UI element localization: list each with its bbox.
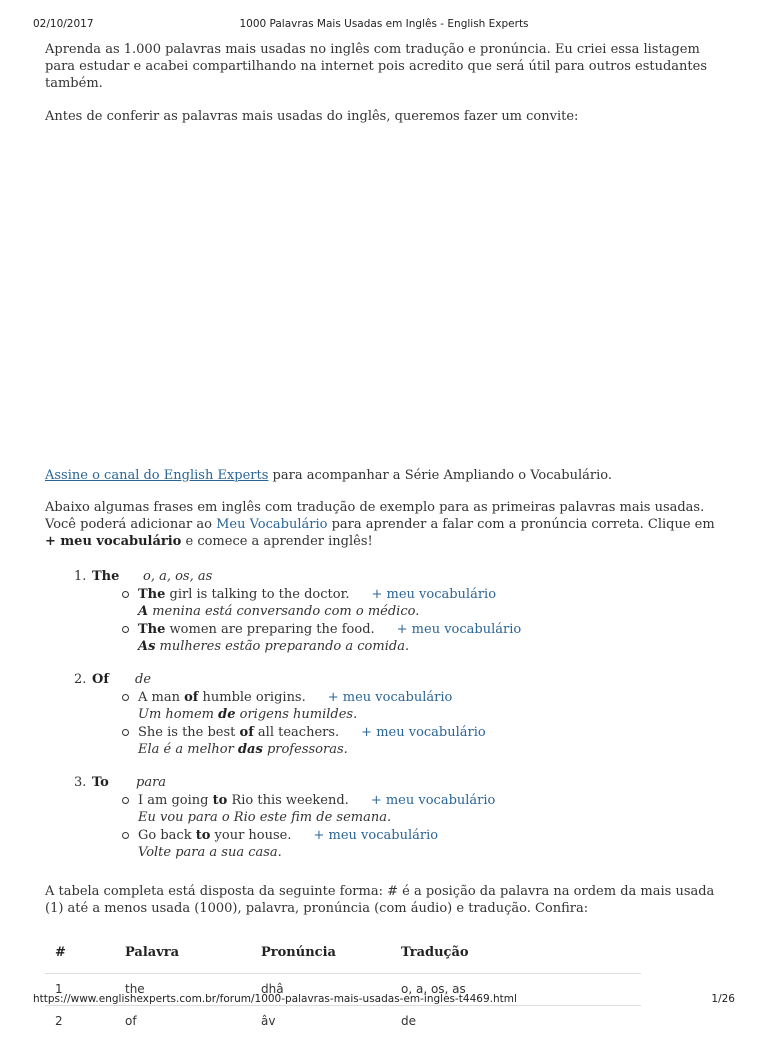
print-title: 1000 Palavras Mais Usadas em Inglês - English Experts — [0, 18, 768, 30]
item-word: Of — [92, 671, 109, 688]
example: I am going to Rio this weekend. + meu vocabulário Eu vou para o Rio este fim de semana. — [45, 792, 725, 826]
example: A man of humble origins. + meu vocabulário Um homem de origens humildes. — [45, 689, 725, 723]
list-item — [45, 568, 725, 655]
list-item — [45, 671, 725, 758]
table-row — [45, 1006, 641, 1037]
examples-intro-bold: + meu vocabulário — [45, 534, 181, 549]
table-intro-paragraph: A tabela completa está disposta da seguinte forma: # é a posição da palavra na ordem da mais usada (1) até a menos usada (1000), palavra, pronúncia (com áudio) e tradução. Confira: — [45, 883, 725, 917]
subscribe-paragraph — [45, 467, 725, 484]
add-vocabulary-link[interactable]: + meu vocabulário — [371, 587, 496, 602]
circle-bullet-icon — [122, 797, 129, 804]
table-cell: 2 — [45, 1006, 115, 1037]
item-translation: o, a, os, as — [143, 568, 212, 585]
examples-intro-text-a: Abaixo algumas frases em inglês com tradução de exemplo para as primeiras palavras mais usadas. Você poderá adicionar ao — [45, 500, 704, 532]
example: The girl is talking to the doctor. + meu vocabulário A menina está conversando com o médico. — [45, 586, 725, 620]
add-vocabulary-link[interactable]: + meu vocabulário — [371, 793, 496, 808]
add-vocabulary-link[interactable]: + meu vocabulário — [328, 690, 453, 705]
word-list — [45, 568, 725, 861]
table-cell: 1 — [45, 974, 115, 1006]
item-number: 3. — [74, 774, 86, 791]
examples-intro-text-c: e comece a aprender inglês! — [181, 534, 372, 549]
add-vocabulary-link[interactable]: + meu vocabulário — [361, 725, 486, 740]
examples-intro-paragraph — [45, 499, 725, 550]
example: Go back to your house. + meu vocabulário Volte para a sua casa. — [45, 827, 725, 861]
circle-bullet-icon — [122, 694, 129, 701]
print-date: 02/10/2017 — [33, 18, 94, 30]
examples-intro-text-b: para aprender a falar com a pronúncia correta. Clique em — [327, 517, 714, 532]
col-header: Tradução — [391, 936, 641, 974]
table-cell: dhâ — [251, 974, 391, 1006]
circle-bullet-icon — [122, 832, 129, 839]
circle-bullet-icon — [122, 591, 129, 598]
print-header — [0, 18, 768, 32]
table-cell: de — [391, 1006, 641, 1037]
circle-bullet-icon — [122, 626, 129, 633]
list-item — [45, 774, 725, 861]
subscribe-link[interactable]: Assine o canal do English Experts — [45, 468, 268, 483]
circle-bullet-icon — [122, 729, 129, 736]
embedded-video-placeholder — [45, 125, 725, 467]
example: She is the best of all teachers. + meu vocabulário Ela é a melhor das professoras. — [45, 724, 725, 758]
words-table — [45, 936, 641, 1037]
print-footer — [0, 993, 768, 1007]
item-translation: de — [135, 671, 151, 688]
table-header-row — [45, 936, 641, 974]
table-cell: the — [115, 974, 251, 1006]
item-word: The — [92, 568, 119, 585]
col-header: Pronúncia — [251, 936, 391, 974]
intro-paragraph: Aprenda as 1.000 palavras mais usadas no inglês com tradução e pronúncia. Eu criei essa listagem para estudar e acabei compartilhando na internet pois acredito que será útil para outros estudantes também. — [45, 41, 725, 92]
table-cell: âv — [251, 1006, 391, 1037]
article-body — [45, 41, 725, 1037]
col-header: # — [45, 936, 115, 974]
table-cell: o, a, os, as — [391, 974, 641, 1006]
add-vocabulary-link[interactable]: + meu vocabulário — [314, 828, 439, 843]
subscribe-text: para acompanhar a Série Ampliando o Vocabulário. — [268, 468, 612, 483]
invite-paragraph: Antes de conferir as palavras mais usadas do inglês, queremos fazer um convite: — [45, 108, 725, 125]
item-translation: para — [136, 774, 166, 791]
meu-vocabulario-link[interactable]: Meu Vocabulário — [216, 517, 327, 532]
page-number: 1/26 — [711, 993, 735, 1005]
example: The women are preparing the food. + meu vocabulário As mulheres estão preparando a comida. — [45, 621, 725, 655]
table-cell: of — [115, 1006, 251, 1037]
add-vocabulary-link[interactable]: + meu vocabulário — [397, 622, 522, 637]
col-header: Palavra — [115, 936, 251, 974]
page-url: https://www.englishexperts.com.br/forum/1000-palavras-mais-usadas-em-ingles-t4469.html — [33, 993, 517, 1005]
item-number: 2. — [74, 671, 86, 688]
item-number: 1. — [74, 568, 86, 585]
item-word: To — [92, 774, 109, 791]
